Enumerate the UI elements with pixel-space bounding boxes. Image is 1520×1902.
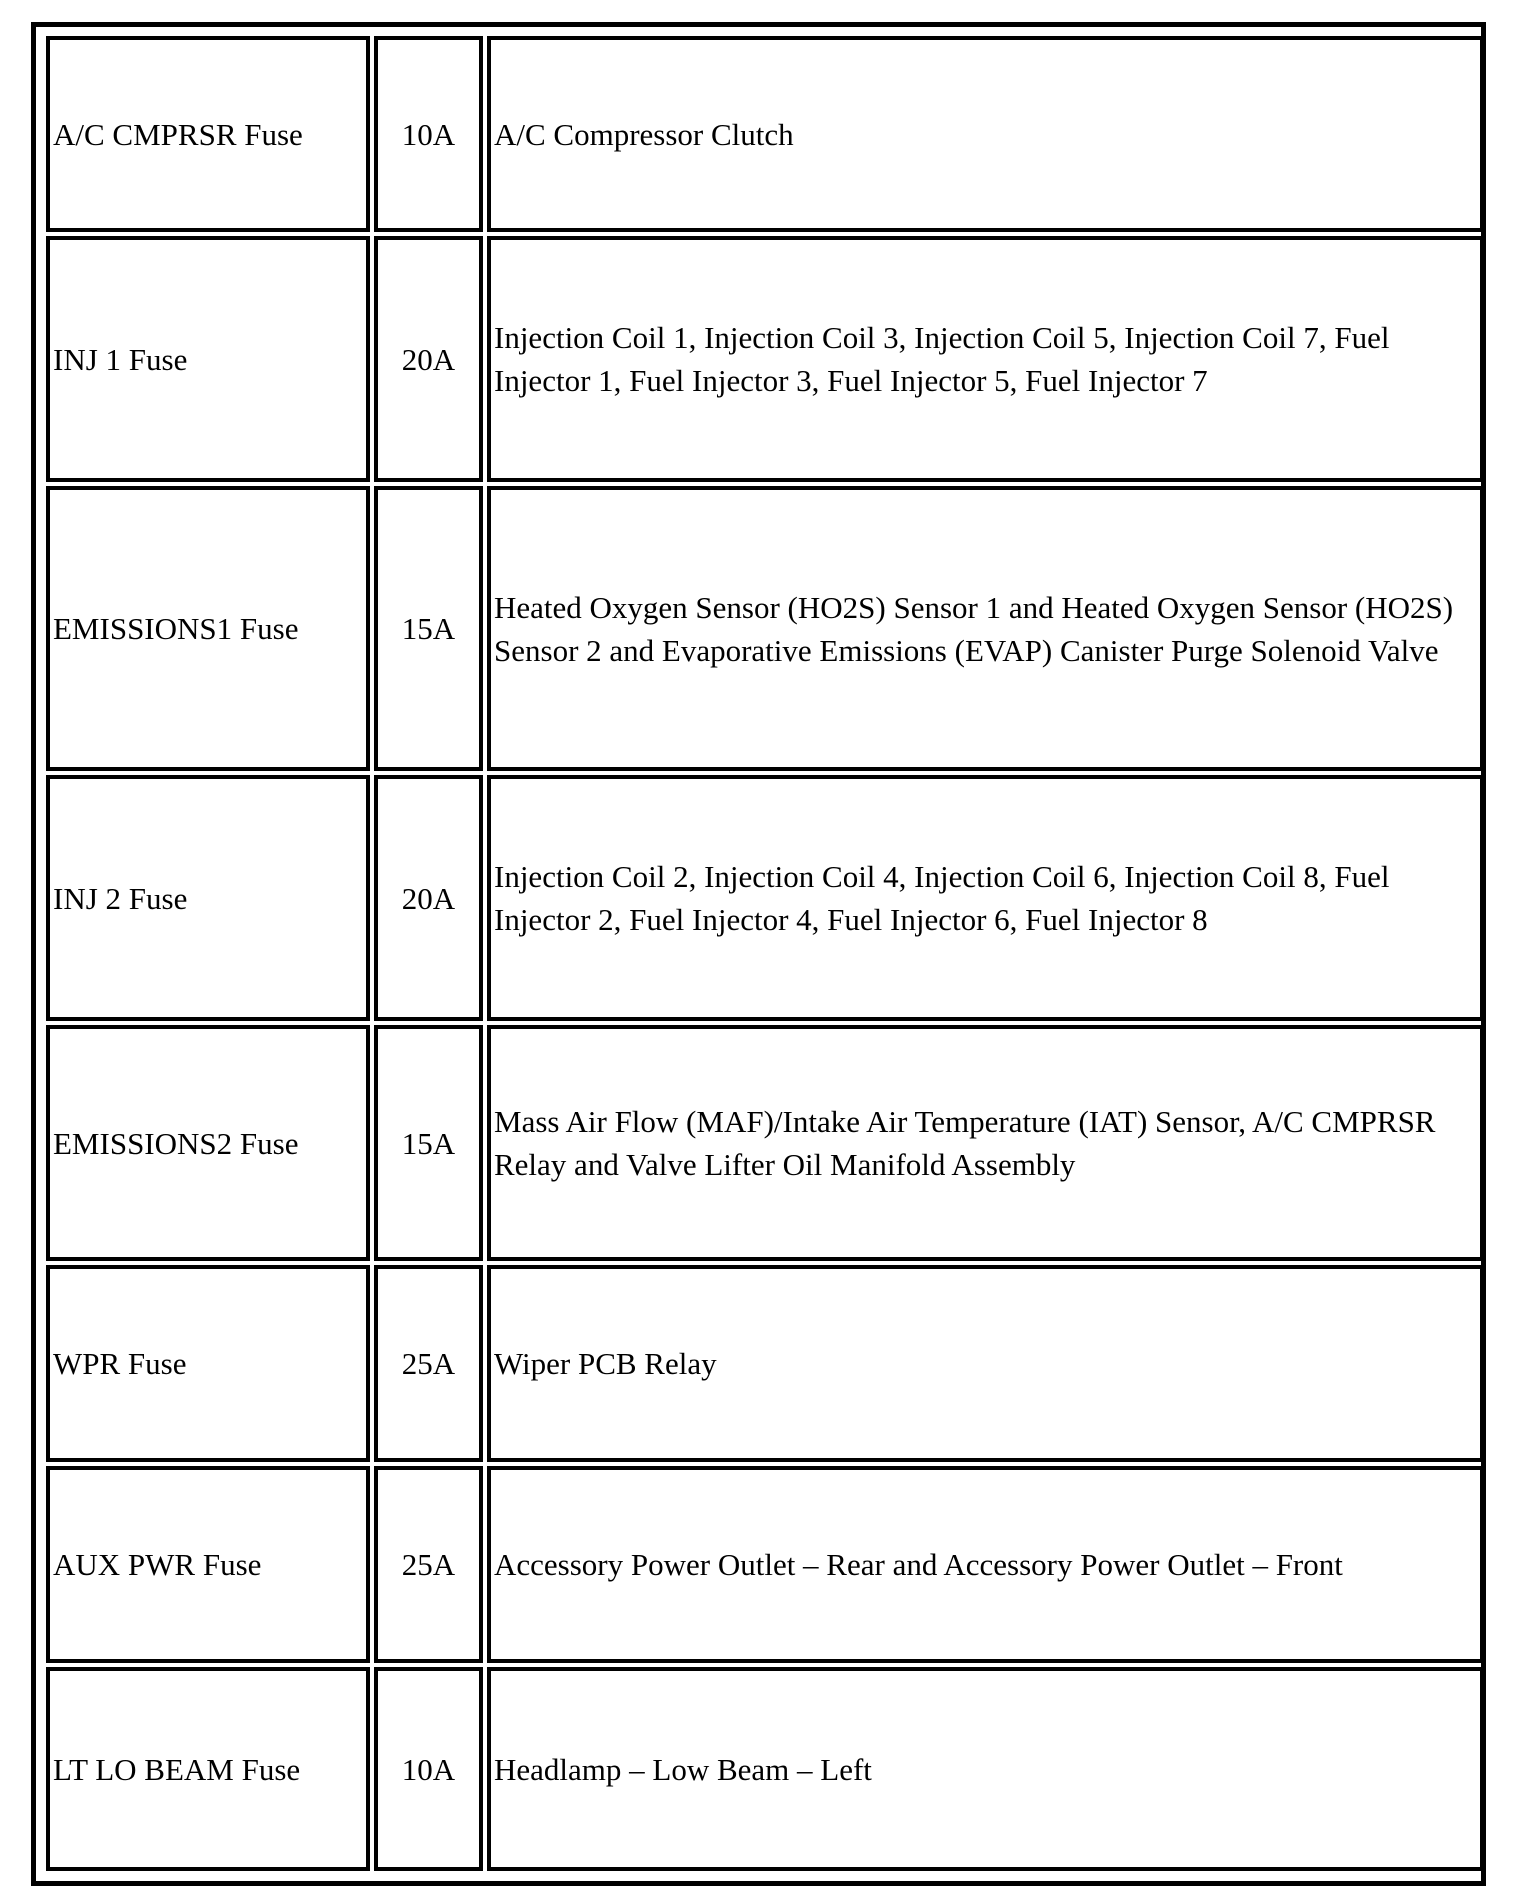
fuse-circuits: Wiper PCB Relay [494,1346,717,1381]
fuse-name-cell [46,1025,370,1261]
fuse-rating: 25A [401,1346,456,1381]
fuse-circuits: Headlamp – Low Beam – Left [494,1751,872,1787]
fuse-rating: 10A [401,1751,456,1787]
fuse-circuits-cell [487,1025,1484,1261]
fuse-rating-cell [374,1265,483,1462]
fuse-rating-cell [374,775,483,1021]
fuse-name-cell [46,1667,370,1871]
fuse-rating-cell [374,486,483,771]
fuse-rating: 20A [401,880,456,916]
fuse-name: LT LO BEAM Fuse [53,1751,301,1787]
fuse-name: INJ 1 Fuse [53,341,188,377]
fuse-name-cell [46,1265,370,1462]
fuse-name-cell [46,486,370,771]
fuse-name-cell [46,236,370,482]
fuse-circuits-cell [487,1667,1484,1871]
fuse-name: EMISSIONS1 Fuse [53,611,299,646]
fuse-rating-cell [374,1466,483,1663]
fuse-rating: 25A [401,1547,456,1582]
fuse-rating: 10A [401,116,456,152]
fuse-table [31,22,1486,1886]
fuse-circuits-cell [487,1466,1484,1663]
fuse-circuits: Injection Coil 1, Injection Coil 3, Injection Coil 5, Injection Coil 7, Fuel Injector 1, Fuel Injector 3, Fuel Injector 5, Fuel Injector 7 [494,320,1390,398]
fuse-circuits-cell [487,775,1484,1021]
fuse-name-cell [46,36,370,232]
fuse-circuits-cell [487,486,1484,771]
fuse-name: AUX PWR Fuse [53,1547,262,1582]
fuse-circuits-cell [487,36,1484,232]
fuse-name-cell [46,1466,370,1663]
fuse-rating-cell [374,1667,483,1871]
fuse-circuits: Heated Oxygen Sensor (HO2S) Sensor 1 and Heated Oxygen Sensor (HO2S) Sensor 2 and Evaporative Emissions (EVAP) Canister Purge Solenoid Valve [494,589,1454,668]
fuse-circuits: A/C Compressor Clutch [494,116,794,152]
fuse-name: A/C CMPRSR Fuse [53,116,303,152]
fuse-rating-cell [374,236,483,482]
fuse-circuits-cell [487,1265,1484,1462]
fuse-circuits: Injection Coil 2, Injection Coil 4, Injection Coil 6, Injection Coil 8, Fuel Injector 2, Fuel Injector 4, Fuel Injector 6, Fuel Injector 8 [494,859,1390,937]
fuse-rating-cell [374,36,483,232]
fuse-name-cell [46,775,370,1021]
fuse-circuits: Accessory Power Outlet – Rear and Accessory Power Outlet – Front [494,1547,1343,1582]
fuse-circuits: Mass Air Flow (MAF)/Intake Air Temperature (IAT) Sensor, A/C CMPRSR Relay and Valve Lifter Oil Manifold Assembly [494,1104,1436,1182]
fuse-rating-cell [374,1025,483,1261]
fuse-name: EMISSIONS2 Fuse [53,1125,299,1161]
fuse-rating: 15A [401,1125,456,1161]
fuse-rating: 20A [401,341,456,377]
fuse-rating: 15A [401,611,456,646]
fuse-circuits-cell [487,236,1484,482]
fuse-name: INJ 2 Fuse [53,880,188,916]
fuse-name: WPR Fuse [53,1346,187,1381]
